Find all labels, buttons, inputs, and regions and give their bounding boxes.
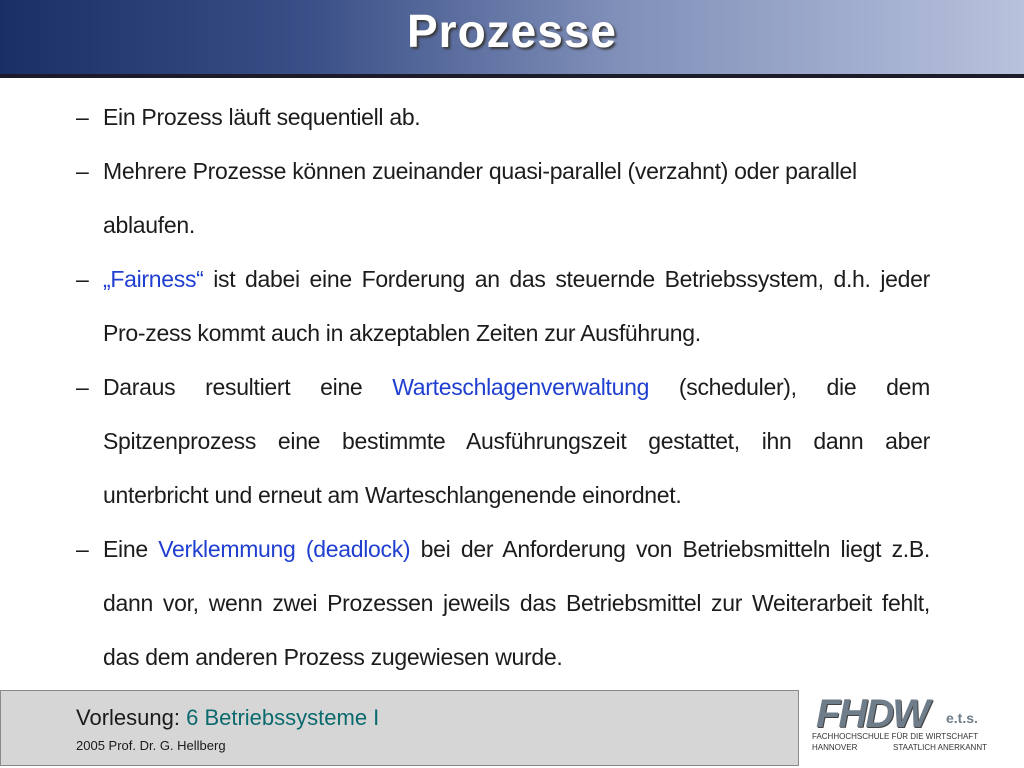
fhdw-logo — [808, 690, 998, 764]
bullet-dash: – — [76, 374, 89, 400]
slide-title: Prozesse — [406, 5, 617, 57]
logo-location: HANNOVER — [812, 743, 858, 752]
bullet-item — [70, 90, 930, 144]
bullet-text: (scheduler), die dem Spitzenprozess eine bestimmte Ausführungszeit gestattet, ihn dann aber unterbricht und erneut am Warteschlangenende einordnet. — [103, 374, 930, 508]
bullet-list — [70, 90, 930, 684]
bullet-dash: – — [76, 158, 89, 184]
bullet-text-pre: Eine — [103, 536, 159, 562]
lecture-label: Vorlesung: — [76, 705, 180, 730]
author-line: 2005 Prof. Dr. G. Hellberg — [76, 738, 226, 753]
header-divider — [0, 74, 1024, 78]
logo-accreditation: STAATLICH ANERKANNT — [893, 743, 987, 752]
logo-tagline: FACHHOCHSCHULE FÜR DIE WIRTSCHAFT — [812, 732, 979, 741]
bullet-item — [70, 144, 930, 252]
bullet-text: Ein Prozess läuft sequentiell ab. — [103, 104, 421, 130]
bullet-item — [70, 522, 930, 684]
bullet-text: Mehrere Prozesse können zueinander quasi-parallel (verzahnt) oder parallel ablaufen. — [103, 158, 857, 238]
term-fairness: „Fairness“ — [103, 266, 204, 292]
lecture-name: 6 Betriebssysteme I — [186, 705, 380, 730]
bullet-text: bei der Anforderung von Betriebsmitteln liegt z.B. dann vor, wenn zwei Prozessen jeweils das Betriebsmittel zur Weiterarbeit fehlt, das dem anderen Prozess zugewiesen wurde. — [103, 536, 930, 670]
bullet-item — [70, 360, 930, 522]
logo-location-row — [812, 743, 987, 752]
bullet-dash: – — [76, 536, 89, 562]
bullet-text: ist dabei eine Forderung an das steuernde Betriebssystem, d.h. jeder Pro-zess kommt auch in akzeptablen Zeiten zur Ausführung. — [103, 266, 930, 346]
logo-wordmark: FHDW — [816, 692, 928, 736]
bullet-dash: – — [76, 266, 89, 292]
logo-suffix: e.t.s. — [946, 710, 978, 726]
slide-footer — [0, 690, 799, 766]
term-verklemmung: Verklemmung (deadlock) — [158, 536, 411, 562]
bullet-item — [70, 252, 930, 360]
bullet-dash: – — [76, 104, 89, 130]
term-warteschlagenverwaltung: Warteschlagenverwaltung — [392, 374, 650, 400]
bullet-text-pre: Daraus resultiert eine — [103, 374, 393, 400]
lecture-title — [76, 705, 379, 731]
